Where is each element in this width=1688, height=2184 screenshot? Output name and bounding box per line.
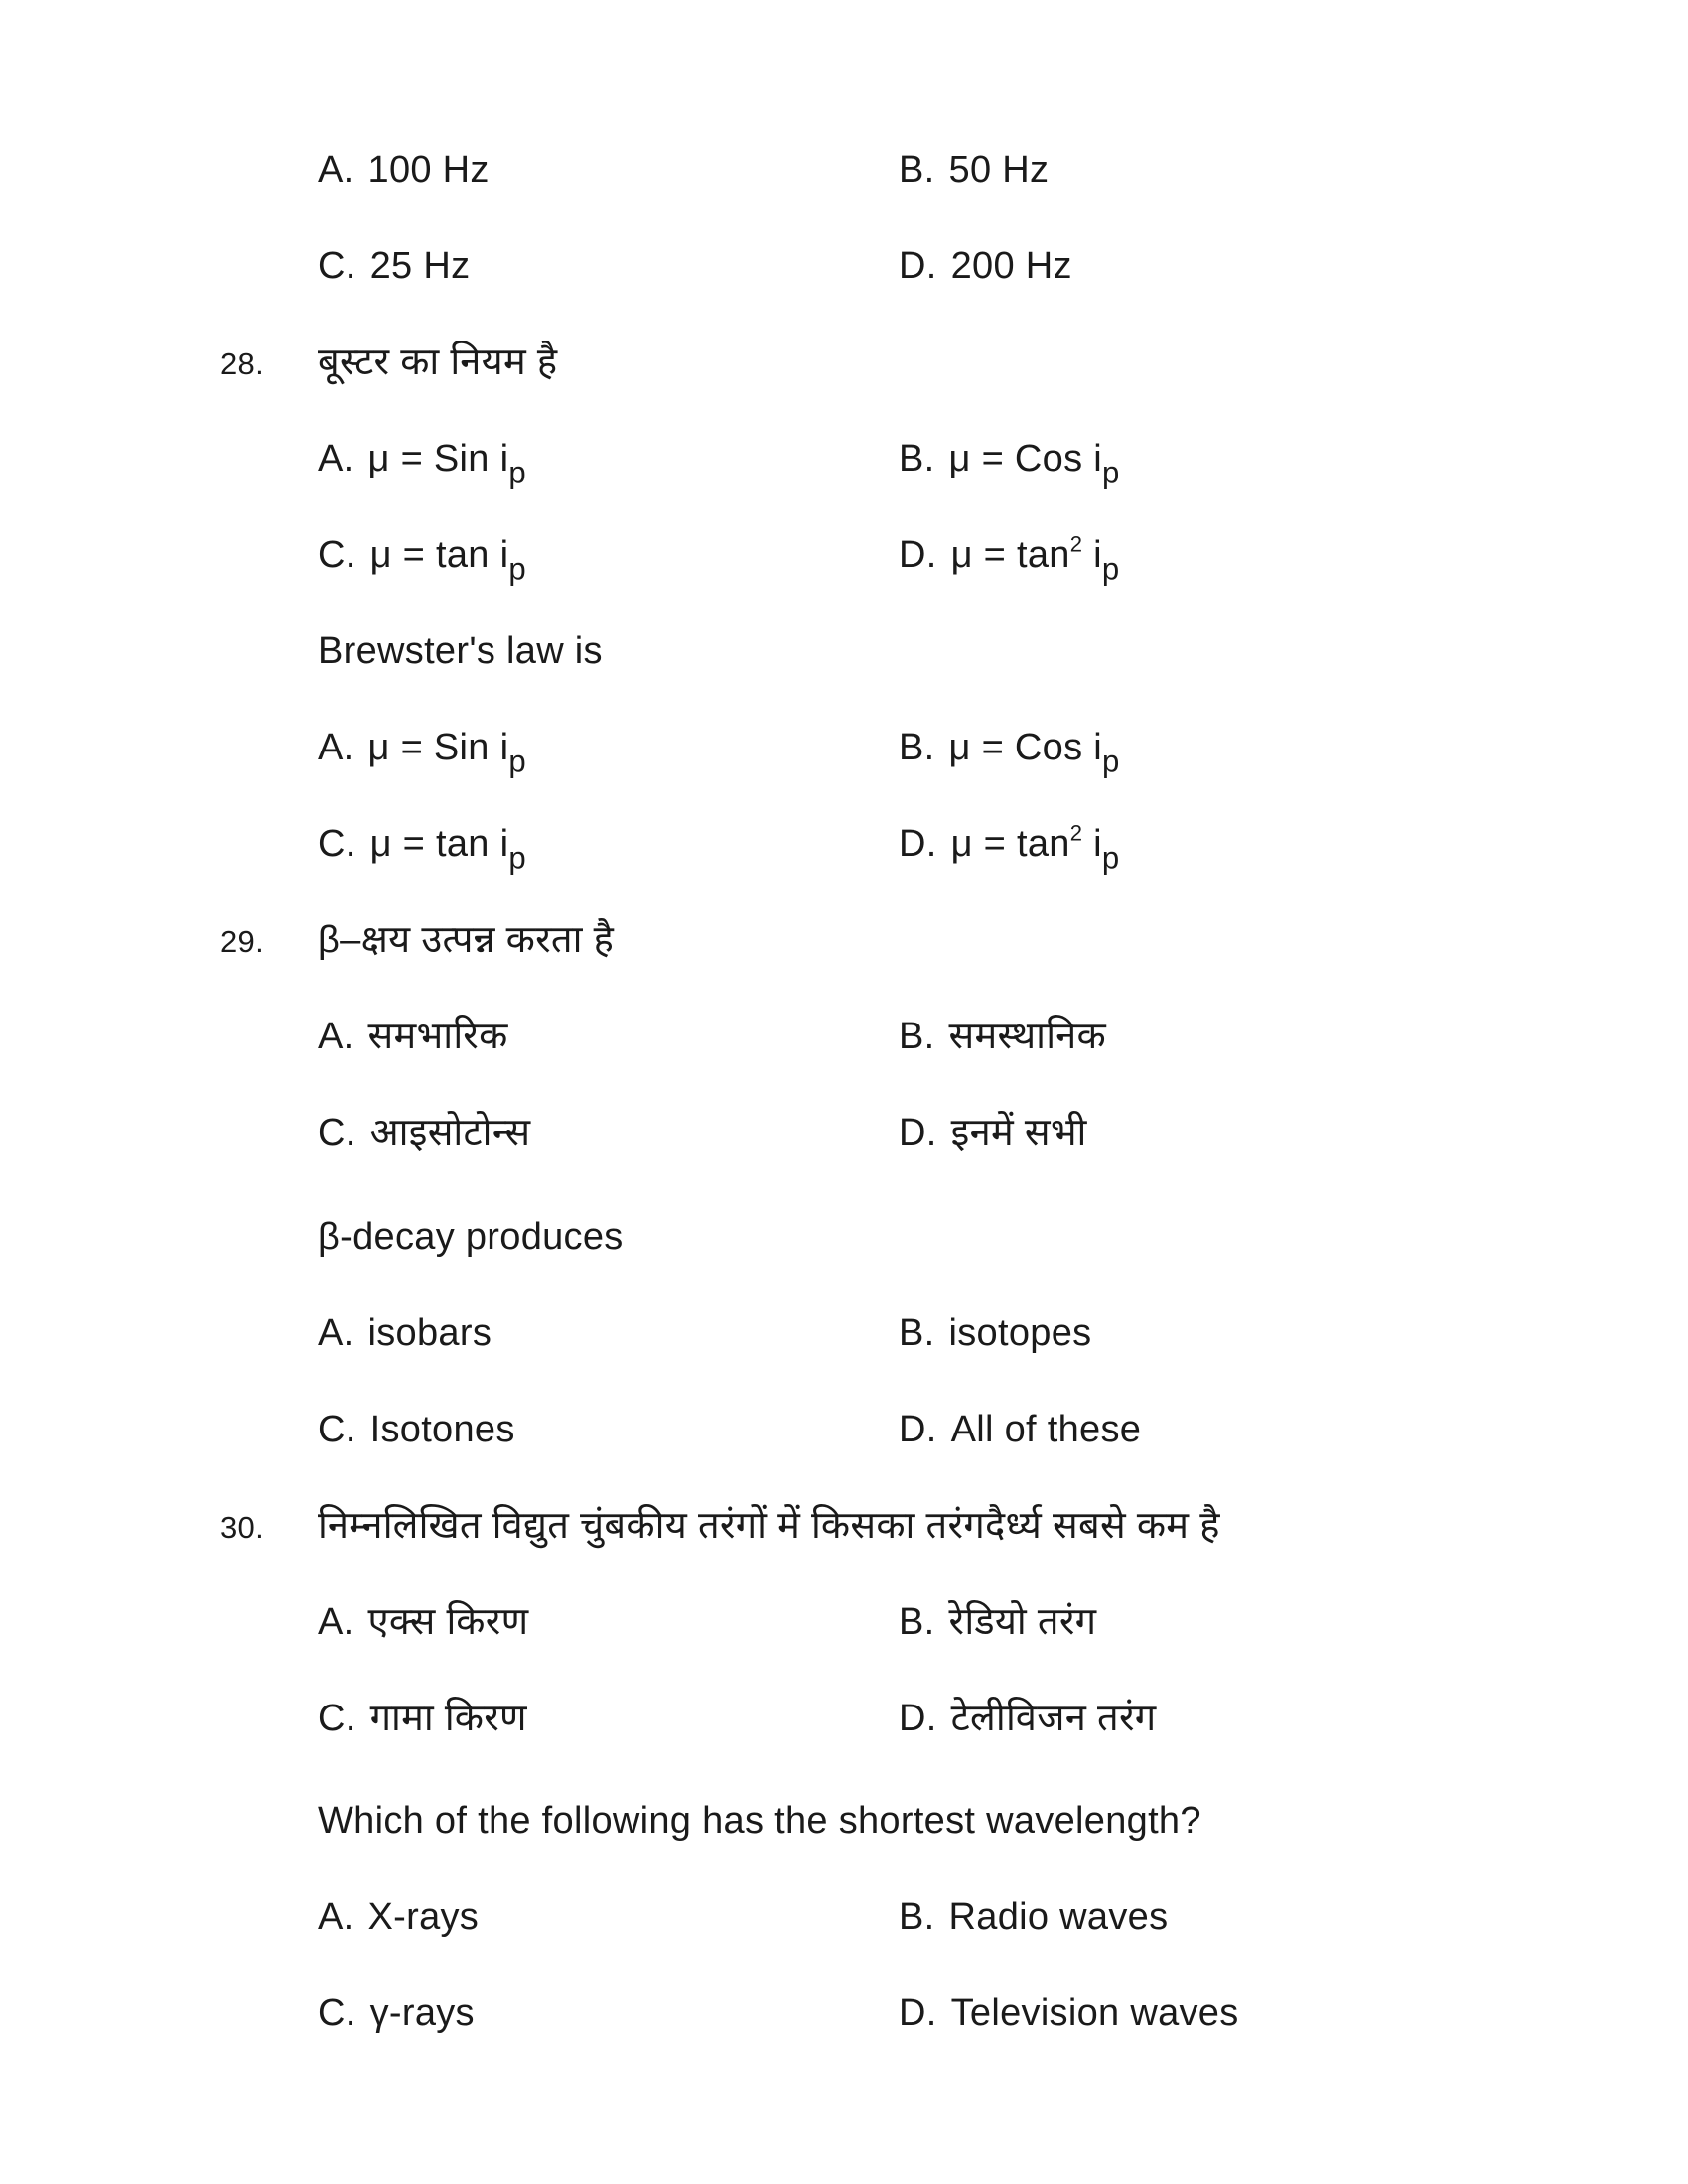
option-label: C. — [318, 245, 356, 287]
question-text: β–क्षय उत्पन्न करता है — [318, 919, 615, 961]
option-text: समभारिक — [367, 1016, 508, 1057]
option-label: D. — [899, 1112, 937, 1154]
option-a — [318, 1894, 899, 1940]
option-row — [0, 725, 1688, 821]
option-label: A. — [318, 149, 354, 191]
question-text: बूस्टर का नियम है — [318, 341, 558, 383]
option-label: C. — [318, 1992, 356, 2034]
number-gutter — [220, 1110, 318, 1112]
option-b — [899, 1599, 1688, 1645]
question-number: 28. — [220, 346, 264, 381]
number-gutter — [220, 147, 318, 149]
number-gutter — [220, 1894, 318, 1896]
number-gutter — [220, 1407, 318, 1409]
option-row — [0, 532, 1688, 628]
option-label: B. — [899, 438, 935, 479]
option-label: B. — [899, 1601, 935, 1643]
option-b — [899, 147, 1688, 193]
option-a — [318, 725, 899, 779]
option-label: A. — [318, 727, 354, 768]
option-text: $\mu = \tan i_p$ — [369, 823, 526, 876]
question-number: 30. — [220, 1510, 264, 1545]
option-row — [0, 1894, 1688, 1990]
option-label: D. — [899, 1698, 937, 1739]
option-c — [318, 1407, 899, 1452]
number-gutter — [220, 1990, 318, 1992]
option-text: All of these — [950, 1409, 1142, 1450]
option-row — [0, 1990, 1688, 2087]
question-row — [0, 1214, 1688, 1310]
number-gutter — [220, 1014, 318, 1016]
question-text: β-decay produces — [318, 1216, 624, 1258]
option-text: Television waves — [950, 1992, 1239, 2034]
option-label: C. — [318, 534, 356, 576]
option-row — [0, 243, 1688, 340]
option-text: एक्स किरण — [367, 1601, 529, 1643]
option-text: $\mu = \tan^2 i_p$ — [950, 531, 1120, 587]
option-text: Radio waves — [948, 1896, 1169, 1938]
option-text: टेलीविजन तरंग — [950, 1698, 1157, 1739]
option-a — [318, 436, 899, 490]
option-c — [318, 821, 899, 876]
number-gutter — [220, 821, 318, 823]
option-text: Isotones — [369, 1409, 515, 1450]
number-gutter — [220, 1696, 318, 1698]
number-gutter — [220, 1798, 318, 1800]
option-text: 50 Hz — [948, 149, 1050, 191]
option-label: C. — [318, 1409, 356, 1450]
option-text: μ = Sin $i_p$ — [367, 727, 526, 779]
question-text: निम्नलिखित विद्युत चुंबकीय तरंगों में किसका तरंगदैर्ध्य सबसे कम है — [318, 1505, 1220, 1547]
option-text: isotopes — [948, 1312, 1092, 1354]
option-c — [318, 532, 899, 587]
option-row — [0, 821, 1688, 917]
question-text: Which of the following has the shortest wavelength? — [318, 1800, 1201, 1842]
option-text: μ = Sin $i_p$ — [367, 438, 526, 490]
option-d — [899, 820, 1688, 876]
option-label: A. — [318, 1016, 354, 1057]
question-paper-content — [0, 147, 1688, 2087]
option-b — [899, 1310, 1688, 1356]
option-c — [318, 243, 899, 289]
option-d — [899, 531, 1688, 587]
option-d — [899, 1407, 1688, 1452]
option-label: B. — [899, 1016, 935, 1057]
option-label: D. — [899, 245, 937, 287]
option-label: A. — [318, 438, 354, 479]
option-label: A. — [318, 1896, 354, 1938]
option-row — [0, 1110, 1688, 1206]
option-text: μ = Cos $i_p$ — [948, 438, 1120, 490]
option-text: समस्थानिक — [948, 1016, 1106, 1057]
number-gutter — [220, 243, 318, 245]
option-text: $\mu = \tan^2 i_p$ — [950, 820, 1120, 876]
option-row — [0, 436, 1688, 532]
option-label: B. — [899, 1896, 935, 1938]
option-text: 25 Hz — [369, 245, 471, 287]
option-label: D. — [899, 823, 937, 865]
option-text: 100 Hz — [367, 149, 490, 191]
option-label: C. — [318, 823, 356, 865]
option-d — [899, 243, 1688, 289]
option-text: आइसोटोन्स — [369, 1112, 531, 1154]
option-a — [318, 147, 899, 193]
option-a — [318, 1014, 899, 1059]
option-label: C. — [318, 1698, 356, 1739]
option-d — [899, 1696, 1688, 1741]
question-row — [0, 628, 1688, 725]
question-number: 29. — [220, 924, 264, 959]
option-a — [318, 1599, 899, 1645]
option-a — [318, 1310, 899, 1356]
option-label: A. — [318, 1601, 354, 1643]
option-label: B. — [899, 1312, 935, 1354]
number-gutter — [220, 628, 318, 630]
option-d — [899, 1110, 1688, 1156]
option-d — [899, 1990, 1688, 2036]
option-row — [0, 1310, 1688, 1407]
option-label: D. — [899, 534, 937, 576]
number-gutter — [220, 1214, 318, 1216]
question-row — [0, 917, 1688, 1014]
option-text: μ = Cos $i_p$ — [948, 727, 1120, 779]
number-gutter — [220, 1599, 318, 1601]
option-text: isobars — [367, 1312, 492, 1354]
option-b — [899, 1894, 1688, 1940]
option-label: B. — [899, 149, 935, 191]
option-row — [0, 1407, 1688, 1503]
option-c — [318, 1990, 899, 2036]
option-text: X-rays — [367, 1896, 480, 1938]
number-gutter — [220, 725, 318, 727]
question-text: Brewster's law is — [318, 630, 603, 672]
option-label: D. — [899, 1992, 937, 2034]
option-text: रेडियो तरंग — [948, 1601, 1097, 1643]
option-text: इनमें सभी — [950, 1112, 1087, 1154]
option-text: गामा किरण — [369, 1698, 527, 1739]
option-row — [0, 147, 1688, 243]
option-c — [318, 1110, 899, 1156]
option-text: γ-rays — [369, 1992, 475, 2034]
number-gutter — [220, 436, 318, 438]
option-label: A. — [318, 1312, 354, 1354]
option-row — [0, 1014, 1688, 1110]
question-row — [0, 1503, 1688, 1599]
option-text: $\mu = \tan i_p$ — [369, 534, 526, 587]
option-label: D. — [899, 1409, 937, 1450]
option-b — [899, 1014, 1688, 1059]
question-row — [0, 1798, 1688, 1894]
option-label: B. — [899, 727, 935, 768]
option-text: 200 Hz — [950, 245, 1072, 287]
option-b — [899, 725, 1688, 779]
number-gutter — [220, 1310, 318, 1312]
option-b — [899, 436, 1688, 490]
option-row — [0, 1696, 1688, 1792]
option-row — [0, 1599, 1688, 1696]
question-row — [0, 340, 1688, 436]
option-c — [318, 1696, 899, 1741]
number-gutter — [220, 532, 318, 534]
option-label: C. — [318, 1112, 356, 1154]
